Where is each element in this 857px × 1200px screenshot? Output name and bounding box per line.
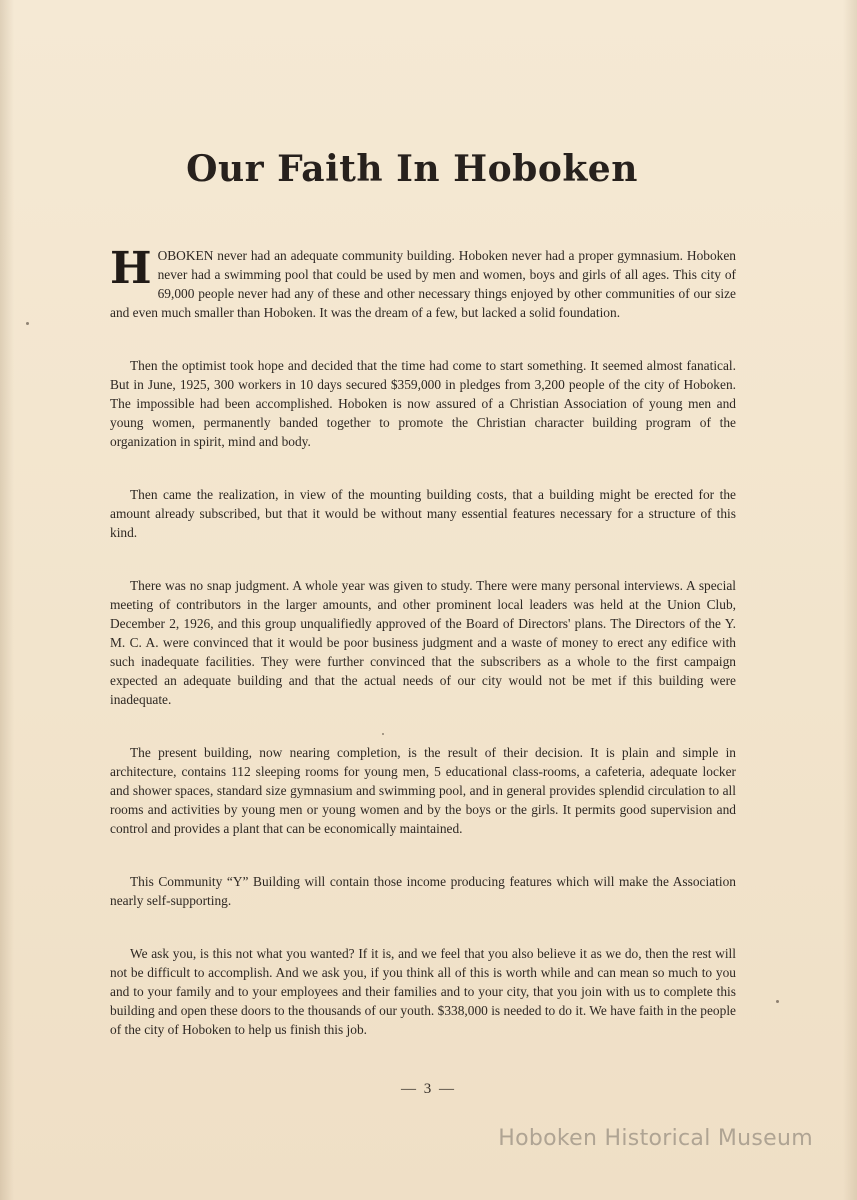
watermark: Hoboken Historical Museum <box>498 1126 813 1151</box>
page-number: — 3 — <box>401 1081 456 1097</box>
paragraph-self-supporting: This Community “Y” Building will contain those income producing features which will make the Association nearly self-supporting. <box>110 874 736 908</box>
article-body <box>110 243 736 1073</box>
paragraph-text: OBOKEN never had an adequate community building. Hoboken never had a proper gymnasium. Hoboken never had a swimming pool that could be used by men and women, boys and girls of all ages. This city of 69,000 people never had any of these and other necessary things enjoyed by other communities of our size and even much smaller than Hoboken. It was the dream of a few, but lacked a solid foundation. <box>110 248 736 320</box>
paragraph-campaign: Then the optimist took hope and decided that the time had come to start something. It seemed almost fanatical. But in June, 1925, 300 workers in 10 days secured $359,000 in pledges from 3,200 people of the city of Hoboken. The impossible had been accomplished. Hoboken is now assured of a Christian Association of young men and young women, permanently banded together to promote the Christian character building program of the organization in spirit, mind and body. <box>110 358 736 449</box>
paper-speck <box>26 322 29 325</box>
page-edge-right <box>843 0 857 1200</box>
paragraph-intro <box>110 243 736 322</box>
paragraph-appeal: We ask you, is this not what you wanted? If it is, and we feel that you also believe it as we do, then the rest will not be difficult to accomplish. And we ask you, if you think all of this is worth while and can mean so much to you and to your family and to your employees and their families and to your city, that you join with us to complete this building and open these doors to the thousands of our youth. $338,000 is needed to do it. We have faith in the people of the city of Hoboken to help us finish this job. <box>110 946 736 1037</box>
paragraph-building: The present building, now nearing completion, is the result of their decision. It is plain and simple in architecture, contains 112 sleeping rooms for young men, 5 educational class-rooms, a cafeteria, adequate locker and shower spaces, standard size gymnasium and swimming pool, and in general provides splendid circulation to all rooms and activities by young men or young women and by the boys or the girls. It permits good supervision and control and provides a plant that can be economically maintained. <box>110 745 736 836</box>
drop-cap: H <box>110 243 152 294</box>
page-title: Our Faith In Hoboken <box>186 148 638 190</box>
paragraph-judgment: There was no snap judgment. A whole year was given to study. There were many personal interviews. A special meeting of contributors in the larger amounts, and other prominent local leaders was held at the Union Club, December 2, 1926, and this group unqualifiedly approved of the Board of Directors' plans. The Directors of the Y. M. C. A. were convinced that it would be poor business judgment and a waste of money to erect any edifice with such inadequate facilities. They were further convinced that the subscribers as a whole to the first campaign expected an adequate building and that the actual needs of our city would not be met if this building were inadequate. <box>110 578 736 707</box>
paper-speck <box>776 1000 779 1003</box>
paper-speck <box>382 733 384 735</box>
paragraph-realization: Then came the realization, in view of the mounting building costs, that a building might be erected for the amount already subscribed, but that it would be without many essential features necessary for a structure of this kind. <box>110 487 736 540</box>
